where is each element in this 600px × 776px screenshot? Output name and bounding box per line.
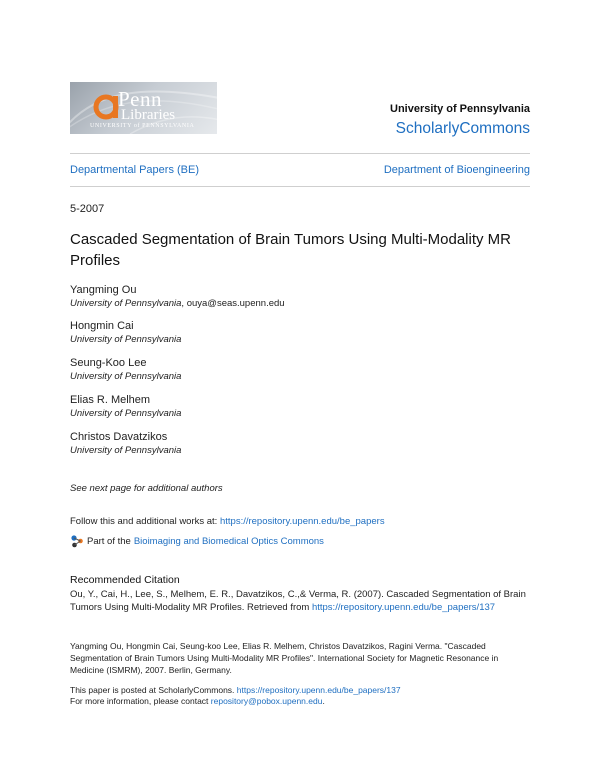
citation-body: Ou, Y., Cai, H., Lee, S., Melhem, E. R., Davatzikos, C.,& Verma, R. (2007). Cascaded Segmentation of Brain Tumors Using Multi-Modality MR Profiles. Retrieved from <box>70 589 526 613</box>
author-entry <box>70 320 181 346</box>
series-link[interactable]: Departmental Papers (BE) <box>70 164 199 176</box>
author-entry <box>70 357 181 383</box>
part-of-line <box>70 534 324 548</box>
logo-libraries-text: Libraries <box>121 107 176 123</box>
author-name: Yangming Ou <box>70 284 137 296</box>
citation-link[interactable]: https://repository.upenn.edu/be_papers/137 <box>311 602 496 613</box>
author-entry <box>70 394 181 420</box>
posted-prefix: This paper is posted at ScholarlyCommons. <box>70 685 237 695</box>
scholarly-commons-link[interactable]: ScholarlyCommons <box>395 120 530 137</box>
author-affiliation: University of Pennsylvania <box>70 334 182 345</box>
network-commons-icon <box>70 534 84 548</box>
conference-note: Yangming Ou, Hongmin Cai, Seung-koo Lee, Elias R. Melhem, Christos Davatzikos, Ragini Verma. "Cascaded Segmentation of Brain Tumors Using Multi-Modality MR Profiles". International Society for Magnetic Resonance in Medicine (ISMRM), 2007. Berlin, Germany. <box>70 641 499 675</box>
author-name: Seung-Koo Lee <box>70 357 147 369</box>
author-name: Hongmin Cai <box>70 320 134 332</box>
posted-link[interactable]: https://repository.upenn.edu/be_papers/137 <box>236 685 401 695</box>
author-name: Christos Davatzikos <box>70 431 168 443</box>
logo-penn-text: Penn <box>118 87 162 111</box>
author-affiliation: University of Pennsylvania <box>70 408 182 419</box>
contact-prefix: For more information, please contact <box>70 696 211 706</box>
citation-heading: Recommended Citation <box>70 574 180 586</box>
author-email: , ouya@seas.upenn.edu <box>181 298 285 309</box>
penn-libraries-logo[interactable] <box>70 82 217 134</box>
paper-title: Cascaded Segmentation of Brain Tumors Using Multi-Modality MR Profiles <box>70 231 512 269</box>
author-affiliation: University of Pennsylvania <box>70 298 182 309</box>
author-entry <box>70 431 181 457</box>
contact-suffix: . <box>322 696 325 706</box>
publication-date: 5-2007 <box>70 203 105 215</box>
bottom-divider <box>70 186 530 187</box>
commons-link[interactable]: Bioimaging and Biomedical Optics Commons <box>133 535 324 547</box>
author-affiliation: University of Pennsylvania <box>70 445 182 456</box>
author-affiliation: University of Pennsylvania <box>70 371 182 382</box>
posted-line <box>70 685 401 695</box>
follow-line <box>70 516 385 527</box>
follow-prefix: Follow this and additional works at: <box>70 516 220 527</box>
logo-university-text: UNIVERSITY of PENNSYLVANIA <box>90 123 195 129</box>
citation-text <box>70 588 532 614</box>
contact-line <box>70 696 325 706</box>
follow-link[interactable]: https://repository.upenn.edu/be_papers <box>219 516 385 527</box>
department-link[interactable]: Department of Bioengineering <box>383 164 530 176</box>
additional-authors-note: See next page for additional authors <box>70 483 223 494</box>
university-name: University of Pennsylvania <box>390 103 530 115</box>
part-of-prefix: Part of the <box>87 535 131 547</box>
top-divider <box>70 153 530 154</box>
contact-email-link[interactable]: repository@pobox.upenn.edu <box>210 696 323 706</box>
author-entry <box>70 284 285 310</box>
author-name: Elias R. Melhem <box>70 394 151 406</box>
